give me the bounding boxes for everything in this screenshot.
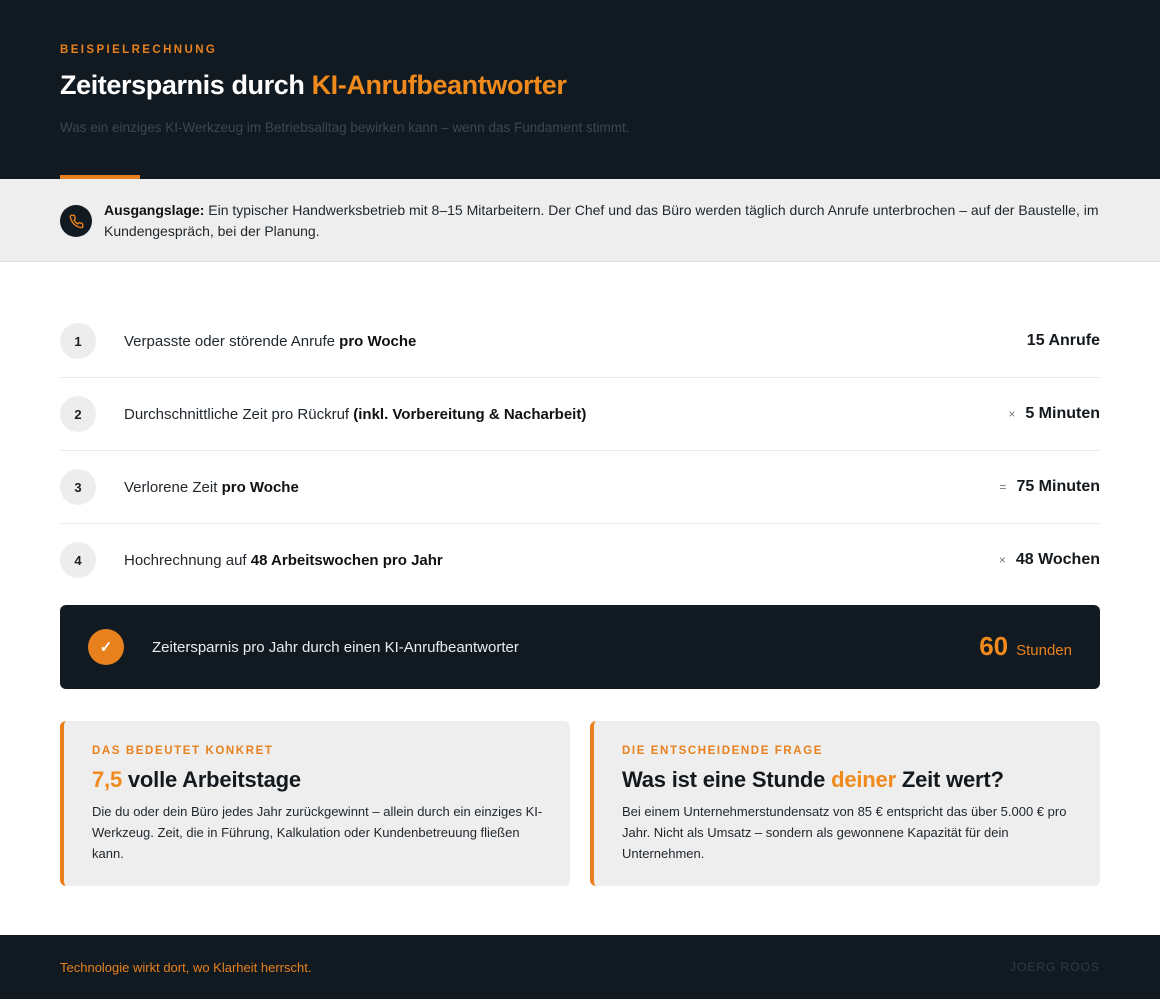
result-amount	[979, 631, 1072, 662]
result-label: Zeitersparnis pro Jahr durch einen KI-Anrufbeantworter	[152, 639, 519, 656]
situation-panel	[0, 179, 1160, 262]
step-text-bold: 48 Arbeitswochen pro Jahr	[250, 552, 443, 569]
step-value-group	[999, 551, 1100, 569]
headline-rest: volle Arbeitstage	[121, 767, 301, 792]
result-unit: Stunden	[1016, 642, 1072, 659]
card-kicker: DIE ENTSCHEIDENDE FRAGE	[622, 745, 824, 757]
card-headline	[622, 767, 1004, 793]
situation-text	[104, 200, 1104, 242]
page-footer	[0, 935, 1160, 999]
step-text-bold: (inkl. Vorbereitung & Nacharbeit)	[353, 406, 587, 423]
step-text-bold: pro Woche	[221, 479, 299, 496]
step-number: 1	[60, 323, 96, 359]
footer-brand: JOERG ROOS	[1009, 960, 1100, 974]
step-number: 3	[60, 469, 96, 505]
result-banner	[60, 605, 1100, 689]
step-value-group	[999, 478, 1100, 496]
page-subtitle: Was ein einziges KI-Werkzeug im Betriebsalltag bewirken kann – wenn das Fundament stimmt.	[60, 120, 630, 135]
card-decisive-question	[590, 721, 1100, 886]
step-label	[124, 479, 299, 496]
step-text: Durchschnittliche Zeit pro Rückruf	[124, 406, 354, 423]
step-value: 75 Minuten	[1016, 478, 1100, 495]
card-body: Bei einem Unternehmerstundensatz von 85 € entspricht das über 5.000 € pro Jahr. Nicht als Umsatz – sondern als gewonnene Kapazität für dein Unternehmen.	[622, 804, 1067, 861]
step-number: 4	[60, 542, 96, 578]
title-accent: KI-Anrufbeantworter	[311, 70, 567, 100]
title-main: Zeitersparnis durch	[60, 70, 312, 100]
calculation-steps	[60, 305, 1100, 597]
step-number: 2	[60, 396, 96, 432]
headline-pre: Was ist eine Stunde	[622, 767, 832, 792]
card-kicker: DAS BEDEUTET KONKRET	[92, 745, 274, 757]
step-label	[124, 333, 416, 350]
step-value: 5 Minuten	[1025, 405, 1100, 422]
equals-operator: =	[999, 480, 1007, 494]
page-title	[60, 70, 566, 101]
step-value: 15 Anrufe	[1026, 332, 1100, 349]
situation-description: Ein typischer Handwerksbetrieb mit 8–15 Mitarbeitern. Der Chef und das Büro werden täglich durch Anrufe unterbrochen – auf der Baustelle, im Kundengespräch, bei der Planung.	[104, 202, 1099, 239]
card-concrete-meaning	[60, 721, 570, 886]
step-value-group	[1008, 405, 1100, 423]
footer-claim: Technologie wirkt dort, wo Klarheit herrscht.	[60, 960, 312, 975]
card-body: Die du oder dein Büro jedes Jahr zurückgewinnt – allein durch ein einziges KI-Werkzeug. Zeit, die in Führung, Kalkulation oder Kundenbetreuung fließen kann.	[92, 804, 543, 861]
step-text-bold: pro Woche	[339, 333, 417, 350]
step-label	[124, 406, 586, 423]
multiply-operator: ×	[998, 553, 1006, 567]
hero-header	[0, 0, 1160, 179]
multiply-operator: ×	[1008, 407, 1016, 421]
check-icon: ✓	[88, 629, 124, 665]
calc-step	[60, 524, 1100, 597]
eyebrow-label: BEISPIELRECHNUNG	[60, 44, 218, 56]
step-text: Verlorene Zeit	[124, 479, 222, 496]
situation-label: Ausgangslage:	[104, 202, 205, 218]
headline-post: Zeit wert?	[895, 767, 1004, 792]
calc-step	[60, 378, 1100, 451]
calc-step	[60, 305, 1100, 378]
calc-step	[60, 451, 1100, 524]
step-text: Hochrechnung auf	[124, 552, 251, 569]
card-headline	[92, 767, 301, 793]
headline-accent: deiner	[831, 767, 896, 792]
step-label	[124, 552, 443, 569]
result-value: 60	[979, 631, 1009, 661]
headline-accent: 7,5	[92, 767, 122, 792]
step-text: Verpasste oder störende Anrufe	[124, 333, 340, 350]
step-value: 48 Wochen	[1015, 551, 1100, 568]
phone-icon	[60, 205, 92, 237]
step-value-group	[1017, 332, 1100, 350]
